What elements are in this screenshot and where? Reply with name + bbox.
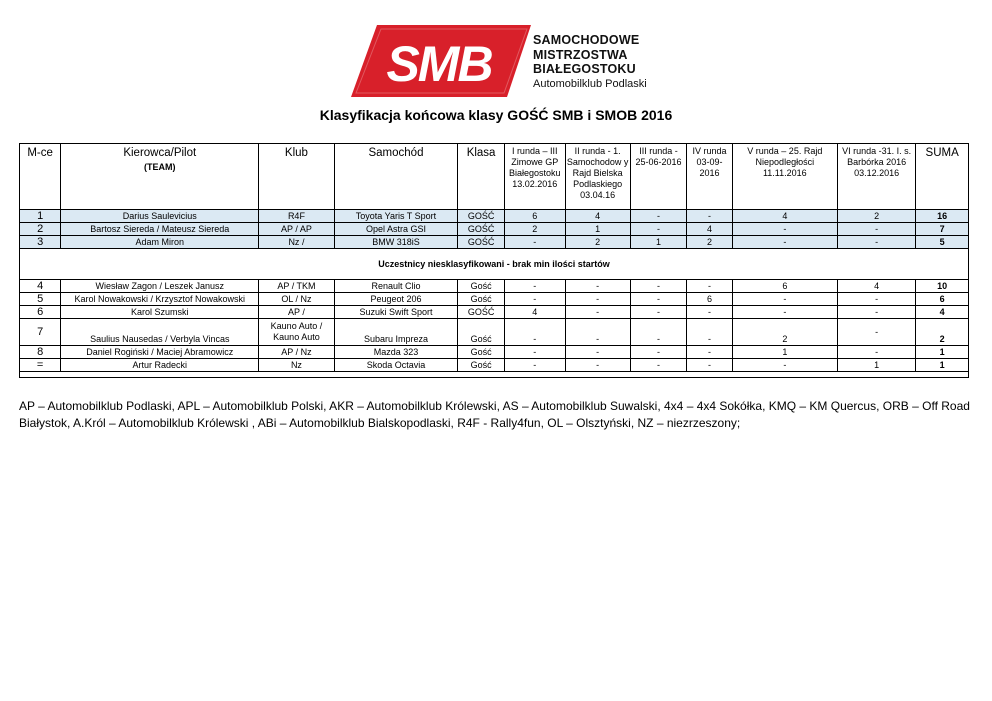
cell-round-4: -	[687, 319, 732, 346]
cell-round-6: 4	[837, 280, 915, 293]
table-row	[20, 210, 969, 223]
cell-car: Opel Astra GSI	[334, 223, 458, 236]
cell-round-3: -	[630, 210, 687, 223]
header-sum: SUMA	[916, 144, 969, 210]
logo-line-3: BIAŁEGOSTOKU	[533, 62, 636, 76]
cell-round-4: 2	[687, 236, 732, 249]
cell-driver: Adam Miron	[61, 236, 259, 249]
cell-round-6: 1	[837, 359, 915, 372]
cell-driver: Artur Radecki	[61, 359, 259, 372]
cell-round-3: -	[630, 306, 687, 319]
cell-car: Toyota Yaris T Sport	[334, 210, 458, 223]
cell-class: Gość	[458, 346, 504, 359]
club-abbreviations-legend: AP – Automobilklub Podlaski, APL – Automobilklub Polski, AKR – Automobilklub Królewski, AS – Automobilklub Suwalski, 4x4 – 4x4 Sokółka, KMQ – KM Quercus, ORB – Off Road Białystok, A.Król – Automobilklub Królewski , ABi – Automobilklub Bialskopodlaski, R4F - Rally4fun, OL – Olsztyński, NZ – niezrzeszony;	[19, 399, 970, 430]
cell-round-1: -	[504, 359, 565, 372]
cell-round-1: -	[504, 346, 565, 359]
cell-class: Gość	[458, 293, 504, 306]
cell-round-1: 2	[504, 223, 565, 236]
cell-round-6: 2	[837, 210, 915, 223]
cell-round-4: -	[687, 306, 732, 319]
cell-round-6: -	[837, 306, 915, 319]
table-row	[20, 236, 969, 249]
cell-club: Kauno Auto / Kauno Auto	[259, 319, 334, 346]
logo-line-1: SAMOCHODOWE	[533, 33, 640, 47]
results-table	[19, 143, 969, 378]
cell-position: 6	[20, 306, 61, 319]
header-round-5: V runda – 25. Rajd Niepodległości 11.11.2016	[732, 144, 837, 210]
cell-round-5: -	[732, 306, 837, 319]
header-club: Klub	[259, 144, 334, 210]
cell-driver: Karol Szumski	[61, 306, 259, 319]
cell-position: 1	[20, 210, 61, 223]
page-title: Klasyfikacja końcowa klasy GOŚĆ SMB i SMOB 2016	[319, 107, 673, 123]
unclassified-heading: Uczestnicy niesklasyfikowani - brak min ilości startów	[20, 249, 969, 280]
header-round-4: IV runda 03-09-2016	[687, 144, 732, 210]
cell-driver: Daniel Rogiński / Maciej Abramowicz	[61, 346, 259, 359]
cell-round-3: -	[630, 346, 687, 359]
cell-class: Gość	[458, 280, 504, 293]
cell-car: Subaru Impreza	[334, 319, 458, 346]
cell-round-5: -	[732, 293, 837, 306]
header-round-6: VI runda -31. I. s. Barbórka 2016 03.12.2016	[837, 144, 915, 210]
cell-class: Gość	[458, 359, 504, 372]
table-row	[20, 306, 969, 319]
cell-position: =	[20, 359, 61, 372]
section-separator-row	[20, 249, 969, 280]
cell-position: 2	[20, 223, 61, 236]
cell-round-5: 2	[732, 319, 837, 346]
cell-sum: 4	[916, 306, 969, 319]
cell-class: GOŚĆ	[458, 210, 504, 223]
cell-round-1: -	[504, 319, 565, 346]
header-round-1: I runda – III Zimowe GP Białegostoku 13.02.2016	[504, 144, 565, 210]
logo-line-2: MISTRZOSTWA	[533, 47, 628, 62]
cell-round-5: 1	[732, 346, 837, 359]
cell-round-5: 4	[732, 210, 837, 223]
cell-sum: 10	[916, 280, 969, 293]
cell-round-3: 1	[630, 236, 687, 249]
cell-sum: 2	[916, 319, 969, 346]
cell-car: Mazda 323	[334, 346, 458, 359]
table-row	[20, 319, 969, 346]
cell-class: GOŚĆ	[458, 223, 504, 236]
cell-driver: Saulius Nausedas / Verbyla Vincas	[61, 319, 259, 346]
svg-text:SMB: SMB	[386, 36, 492, 92]
cell-position: 7	[20, 319, 61, 346]
cell-club: AP / TKM	[259, 280, 334, 293]
table-row	[20, 359, 969, 372]
table-row	[20, 346, 969, 359]
header-driver	[61, 144, 259, 210]
cell-round-3: -	[630, 359, 687, 372]
cell-sum: 16	[916, 210, 969, 223]
cell-class: Gość	[458, 319, 504, 346]
header-row	[20, 144, 969, 210]
cell-round-4: -	[687, 210, 732, 223]
cell-sum: 6	[916, 293, 969, 306]
cell-class: GOŚĆ	[458, 236, 504, 249]
cell-round-2: -	[565, 306, 630, 319]
cell-car: Renault Clio	[334, 280, 458, 293]
cell-round-2: 2	[565, 236, 630, 249]
cell-round-6: -	[837, 236, 915, 249]
cell-round-4: -	[687, 280, 732, 293]
cell-round-4: -	[687, 346, 732, 359]
cell-sum: 1	[916, 359, 969, 372]
empty-cell	[20, 372, 969, 378]
cell-round-5: -	[732, 236, 837, 249]
cell-driver: Wiesław Zagon / Leszek Janusz	[61, 280, 259, 293]
cell-driver: Bartosz Siereda / Mateusz Siereda	[61, 223, 259, 236]
cell-car: Peugeot 206	[334, 293, 458, 306]
cell-position: 8	[20, 346, 61, 359]
cell-club: OL / Nz	[259, 293, 334, 306]
cell-car: Skoda Octavia	[334, 359, 458, 372]
cell-round-4: 6	[687, 293, 732, 306]
cell-round-2: 1	[565, 223, 630, 236]
cell-round-2: -	[565, 280, 630, 293]
cell-round-2: -	[565, 319, 630, 346]
cell-round-3: -	[630, 223, 687, 236]
table-row	[20, 223, 969, 236]
cell-club: R4F	[259, 210, 334, 223]
cell-round-1: 4	[504, 306, 565, 319]
cell-round-5: 6	[732, 280, 837, 293]
cell-position: 5	[20, 293, 61, 306]
logo-subtitle: Automobilklub Podlaski	[533, 77, 647, 90]
cell-round-4: 4	[687, 223, 732, 236]
cell-round-5: -	[732, 359, 837, 372]
cell-driver: Darius Saulevicius	[61, 210, 259, 223]
cell-round-1: 6	[504, 210, 565, 223]
cell-sum: 1	[916, 346, 969, 359]
header-position: M-ce	[20, 144, 61, 210]
header-team-label: (TEAM)	[144, 162, 176, 172]
cell-club: AP / Nz	[259, 346, 334, 359]
table-row	[20, 293, 969, 306]
cell-round-3: -	[630, 280, 687, 293]
table-row	[20, 280, 969, 293]
cell-round-6: -	[837, 346, 915, 359]
cell-round-1: -	[504, 280, 565, 293]
cell-driver: Karol Nowakowski / Krzysztof Nowakowski	[61, 293, 259, 306]
cell-round-6: -	[837, 223, 915, 236]
header-class: Klasa	[458, 144, 504, 210]
cell-round-4: -	[687, 359, 732, 372]
cell-sum: 5	[916, 236, 969, 249]
cell-round-2: -	[565, 359, 630, 372]
cell-car: Suzuki Swift Sport	[334, 306, 458, 319]
header-driver-label: Kierowca/Pilot	[123, 147, 197, 159]
cell-club: Nz /	[259, 236, 334, 249]
cell-round-3: -	[630, 293, 687, 306]
cell-position: 4	[20, 280, 61, 293]
cell-round-3: -	[630, 319, 687, 346]
cell-round-6: -	[837, 319, 915, 346]
cell-round-5: -	[732, 223, 837, 236]
cell-round-2: -	[565, 346, 630, 359]
header-round-3: III runda - 25-06-2016	[630, 144, 687, 210]
header-round-2: II runda - 1. Samochodow y Rajd Bielska Podlaskiego 03.04.16	[565, 144, 630, 210]
cell-club: AP /	[259, 306, 334, 319]
cell-class: GOŚĆ	[458, 306, 504, 319]
cell-club: AP / AP	[259, 223, 334, 236]
header-car: Samochód	[334, 144, 458, 210]
cell-position: 3	[20, 236, 61, 249]
logo-title	[533, 33, 647, 91]
cell-round-6: -	[837, 293, 915, 306]
cell-round-2: 4	[565, 210, 630, 223]
cell-round-1: -	[504, 236, 565, 249]
cell-round-1: -	[504, 293, 565, 306]
cell-round-2: -	[565, 293, 630, 306]
cell-sum: 7	[916, 223, 969, 236]
table-footer-row	[20, 372, 969, 378]
cell-club: Nz	[259, 359, 334, 372]
cell-car: BMW 318iS	[334, 236, 458, 249]
